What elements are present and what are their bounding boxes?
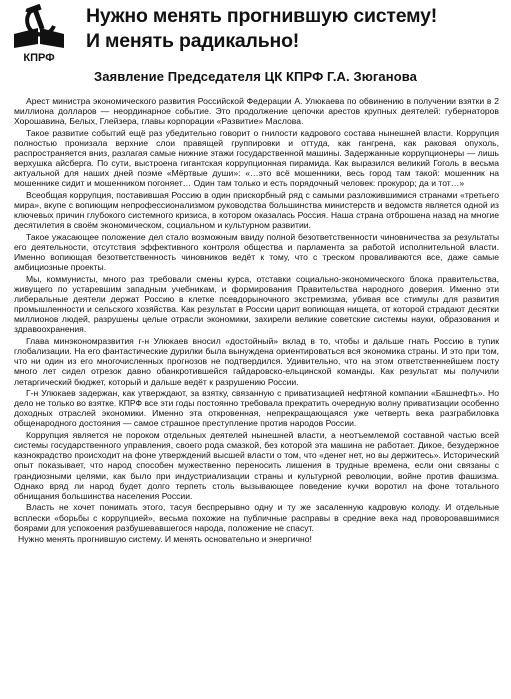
statement-body [14,96,499,546]
headline-line-2: И менять радикально! [86,30,300,52]
headline [86,4,506,54]
paragraph-6: Глава минэкономразвития г-н Улюкаев вносил «достойный» вклад в то, чтобы и дальше гнать Россию в тупик глобализации. На его фантастические дурилки была вынуждена ориентироваться вся экономика страны. И это при том, что ни один из его многочисленных прогнозов не подтвердился. Удивительно, что на этом ответственнейшем посту много лет сидел отрезок давно обанкротившейся гайдаровско-ельцинской команды. Как результат мы получили летаргический бюджет, который и дальше ведёт к разрушению России. [14,336,499,387]
hammer-sickle-book-icon [8,4,70,64]
statement-title: Заявление Председателя ЦК КПРФ Г.А. Зюганова [93,69,417,84]
paragraph-4: Такое ужасающее положение дел стало возможным ввиду полной безответственности чиновничества за результаты его деятельности, отсутствия эффективного контроля общества и парламента за работой исполнительной власти. Именно вопиющая безответственность чиновников ведёт к тому, что с треском проваливаются все, даже самые амбициозные проекты. [14,232,499,273]
paragraph-8: Коррупция является не пороком отдельных деятелей нынешней власти, а неотъемлемой составной частью всей системы государственного управления, своего рода смазкой, без которой эта машина не работает. Дикое, безудержное казнокрадство происходит на фоне утверждений высшей власти о том, что «денег нет, но вы держитесь». Исторический опыт показывает, что народ способен мужественно переносить лишения в трудные времена, если они связаны с грандиозными целями, как было при индустриализации страны и культурной революции, войне против фашизма. Однако вряд ли народ будет долго терпеть столь вызывающее поведение кучки воротил на фоне тотального обнищания большинства населения России. [14,430,499,501]
paragraph-5: Мы, коммунисты, много раз требовали смены курса, отставки социально-экономического блока правительства, живущего по устаревшим западным учебникам, и формирования Правительства народного доверия. Именно эти либеральные деятели держат Россию в клетке псевдорыночного экстремизма, убивая все стимулы для развития промышленности и сельского хозяйства. Как результат в России царит вопиющая нищета, от которой страдают десятки миллионов людей, разрушены целые отрасли экономики, захирели великие советские системы науки, образования и здравоохранения. [14,273,499,335]
paragraph-7: Г-н Улюкаев задержан, как утверждают, за взятку, связанную с приватизацией нефтяной компании «Башнефть». Но дело не только во взятке. КПРФ все эти годы постоянно требовала прекратить очередную волну приватизации особенно доходных отраслей экономики. Именно эта откровенная, непрекращающаяся уже четверть века разграбиловка общенародного достояния — самое страшное преступление против народов России. [14,388,499,429]
paragraph-9: Власть не хочет понимать этого, тасуя беспрерывно одну и ту же засаленную кадровую колоду. И отдельные всплески «борьбы с коррупцией», весьма похожие на публичные расправы в средние века над проворовавшимися боярами для успокоения разбушевавшегося народа, положение не спасут. [14,502,499,533]
kprf-logo [8,4,70,64]
paragraph-1: Арест министра экономического развития Российской Федерации А. Улюкаева по обвинению в получении взятки в 2 миллиона долларов — неординарное событие. Это продолжение цепочки арестов крупных деятелей: губернаторов Хорошавина, Белых, Глейзера, главы корпорации «Развитие» Маслова. [14,96,499,127]
svg-text:КПРФ: КПРФ [23,52,55,64]
paragraph-2: Такое развитие событий ещё раз убедительно говорит о гнилости кадрового состава нынешней власти. Коррупция полностью пронизала верхние слои правящей группировки и оттуда, как гангрена, как раковая опухоль, распространяется вниз, разлагая самые нижние этажи государственной машины. Задержанные коррупционеры — лишь верхушка айсберга. По сути, выстроена гигантская коррупционная пирамида. Как выразился великий Гоголь в весьма актуальной для наших дней поэме «Мёртвые души»: «…это всё мошенники, весь город там такой: мошенник на мошеннике сидит и мошенником погоняет… Один там только и есть порядочный человек: прокурор; да и тот…» [14,127,499,189]
paragraph-3: Всеобщая коррупция, поставившая Россию в один прискорбный ряд с самыми разложившимися странами «третьего мира», вкупе с вопиющим непрофессионализмом руководства большинства министерств и ведомств является одной из ключевых причин глубокого системного кризиса, в котором оказалась Россия. Наша страна отброшена назад на многие десятилетия в своём экономическом, социальном и культурном развитии. [14,190,499,231]
closing-line: Нужно менять прогнившую систему. И менять основательно и энергично! [18,534,312,545]
headline-line-1: Нужно менять прогнившую систему! [86,5,438,27]
